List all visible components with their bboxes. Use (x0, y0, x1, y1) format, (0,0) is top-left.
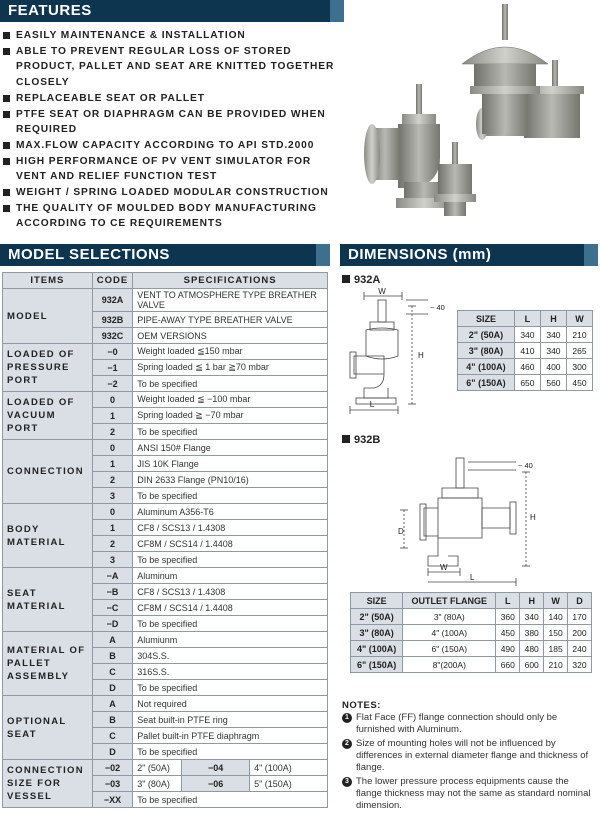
notes-title: NOTES: (342, 700, 381, 711)
table-row (3, 760, 328, 776)
spec-cell: 5" (150A) (250, 776, 328, 792)
column-header: H (540, 311, 566, 327)
spec-cell: To be specified (133, 680, 328, 696)
feature-item: ABLE TO PREVENT REGULAR LOSS OF STORED PRODUCT, PALLET AND SEAT ARE KNITTED TOGETHER CLOSELY (2, 44, 342, 91)
code-cell: −03 (92, 776, 132, 792)
code-cell: −A (92, 568, 132, 584)
code-cell: −02 (92, 760, 132, 776)
value-cell: 3" (80A) (403, 609, 496, 625)
code-cell: 2 (92, 536, 132, 552)
size-cell: 2" (50A) (458, 327, 515, 343)
model-selections-title: MODEL SELECTIONS (8, 246, 170, 263)
value-cell: 340 (540, 327, 566, 343)
code-cell: A (92, 632, 132, 648)
table-row (3, 392, 328, 408)
value-cell: 6" (150A) (403, 641, 496, 657)
spec-body (3, 289, 328, 808)
column-header: W (566, 311, 592, 327)
code-cell: 1 (92, 520, 132, 536)
value-cell: 660 (496, 657, 520, 673)
value-cell: 340 (540, 343, 566, 359)
dimension-table-932b (350, 592, 592, 673)
column-header: SIZE (351, 593, 403, 609)
spec-cell: To be specified (133, 792, 328, 808)
dim-top-label: ~ 40 (518, 461, 533, 470)
spec-cell: To be specified (133, 376, 328, 392)
spec-cell: Weight loaded ≦ −100 mbar (133, 392, 328, 408)
spec-cell: To be specified (133, 424, 328, 440)
dimensions-title: DIMENSIONS (mm) (348, 246, 492, 263)
column-header: L (496, 593, 520, 609)
size-cell: 6" (150A) (458, 375, 515, 391)
value-cell: 170 (568, 609, 592, 625)
value-cell: 360 (496, 609, 520, 625)
product-photo (352, 2, 597, 232)
table-body (351, 609, 592, 673)
feature-item: REPLACEABLE SEAT OR PALLET (2, 91, 342, 107)
code-cell: A (92, 696, 132, 712)
size-cell: 4" (100A) (351, 641, 403, 657)
diagram-932a (342, 286, 454, 414)
spec-cell: 304S.S. (133, 648, 328, 664)
code-cell: C (92, 664, 132, 680)
spec-cell: Aluminum A356-T6 (133, 504, 328, 520)
table-header-row (3, 273, 328, 289)
table-row (3, 440, 328, 456)
table-row (351, 657, 592, 673)
group-label: MODEL (3, 289, 93, 344)
specs-header: SPECIFICATIONS (133, 273, 328, 289)
value-cell: 185 (544, 641, 568, 657)
code-cell: 932C (92, 328, 132, 344)
code-cell: −B (92, 584, 132, 600)
table-row (3, 632, 328, 648)
dim-top-label: ~ 40 (430, 303, 445, 312)
value-cell: 650 (514, 375, 540, 391)
spec-cell: Spring loaded ≧ −70 mbar (133, 408, 328, 424)
spec-cell: JIS 10K Flange (133, 456, 328, 472)
group-label: MATERIAL OF PALLET ASSEMBLY (3, 632, 93, 696)
size-cell: 2" (50A) (351, 609, 403, 625)
group-label: LOADED OF PRESSURE PORT (3, 344, 93, 392)
number-2-icon: 2 (342, 739, 352, 749)
spec-cell: To be specified (133, 552, 328, 568)
feature-item: HIGH PERFORMANCE OF PV VENT SIMULATOR FOR VENT AND RELIEF FUNCTION TEST (2, 154, 342, 185)
code-cell: −06 (182, 776, 250, 792)
code-cell: 1 (92, 408, 132, 424)
feature-item: PTFE SEAT OR DIAPHRAGM CAN BE PROVIDED WHEN REQUIRED (2, 107, 342, 138)
code-header: CODE (92, 273, 132, 289)
value-cell: 320 (568, 657, 592, 673)
value-cell: 560 (540, 375, 566, 391)
dim-l-label: L (369, 400, 375, 409)
feature-item: WEIGHT / SPRING LOADED MODULAR CONSTRUCTION (2, 185, 342, 201)
dim-d-label: D (398, 527, 404, 536)
table-row (3, 504, 328, 520)
note-text: Flat Face (FF) flange connection should only be furnished with Aluminum. (356, 712, 558, 735)
column-header: W (544, 593, 568, 609)
table-row (3, 568, 328, 584)
column-header: D (568, 593, 592, 609)
size-cell: 3" (80A) (458, 343, 515, 359)
code-cell: −2 (92, 376, 132, 392)
code-cell: −04 (182, 760, 250, 776)
spec-cell: Pallet built-in PTFE diaphragm (133, 728, 328, 744)
value-cell: 600 (520, 657, 544, 673)
code-cell: −XX (92, 792, 132, 808)
header-accent (330, 0, 344, 22)
model-selections-header (0, 244, 330, 266)
spec-cell: Alumiunm (133, 632, 328, 648)
spec-cell: To be specified (133, 616, 328, 632)
value-cell: 200 (568, 625, 592, 641)
code-cell: B (92, 712, 132, 728)
spec-cell: Aluminum (133, 568, 328, 584)
group-label: OPTIONAL SEAT (3, 696, 93, 760)
header-accent (316, 244, 330, 266)
spec-cell: ANSI 150# Flange (133, 440, 328, 456)
code-cell: D (92, 744, 132, 760)
table-row (3, 696, 328, 712)
code-cell: D (92, 680, 132, 696)
group-label: CONNECTION SIZE FOR VESSEL (3, 760, 93, 808)
value-cell: 340 (514, 327, 540, 343)
spec-cell: 2" (50A) (133, 760, 182, 776)
bullet-square-icon (342, 435, 350, 443)
size-cell: 4" (100A) (458, 359, 515, 375)
diagram-932a-title (342, 274, 380, 286)
table-header-row (351, 593, 592, 609)
feature-item: THE QUALITY OF MOULDED BODY MANUFACTURING ACCORDING TO CE REQUIREMENTS (2, 201, 342, 232)
code-cell: 932A (92, 289, 132, 312)
code-cell: 0 (92, 440, 132, 456)
spec-cell: Not required (133, 696, 328, 712)
diagram-932b-title (342, 434, 380, 446)
value-cell: 240 (568, 641, 592, 657)
value-cell: 450 (496, 625, 520, 641)
table-row (3, 289, 328, 312)
table-row (458, 375, 593, 391)
spec-cell: 4" (100A) (250, 760, 328, 776)
value-cell: 8"(200A) (403, 657, 496, 673)
diagram-932b (398, 450, 558, 586)
code-cell: −C (92, 600, 132, 616)
value-cell: 210 (544, 657, 568, 673)
diagram-932a-label: 932A (354, 274, 381, 286)
dim-h-label: H (418, 351, 424, 360)
spec-cell: Weight loaded ≦150 mbar (133, 344, 328, 360)
code-cell: 3 (92, 488, 132, 504)
code-cell: 932B (92, 312, 132, 328)
value-cell: 265 (566, 343, 592, 359)
table-row (351, 625, 592, 641)
dimensions-header (340, 244, 598, 266)
value-cell: 410 (514, 343, 540, 359)
code-cell: 0 (92, 504, 132, 520)
value-cell: 400 (540, 359, 566, 375)
column-header: L (514, 311, 540, 327)
code-cell: −D (92, 616, 132, 632)
table-row (351, 609, 592, 625)
notes-list (342, 712, 597, 814)
note-item (342, 776, 597, 812)
dim-w-label: W (378, 287, 386, 296)
value-cell: 450 (566, 375, 592, 391)
code-cell: 2 (92, 424, 132, 440)
size-cell: 3" (80A) (351, 625, 403, 641)
spec-cell: Seat built-in PTFE ring (133, 712, 328, 728)
value-cell: 300 (566, 359, 592, 375)
code-cell: C (92, 728, 132, 744)
feature-list (2, 28, 342, 232)
table-body (458, 327, 593, 391)
code-cell: 1 (92, 456, 132, 472)
code-cell: −0 (92, 344, 132, 360)
number-1-icon: 1 (342, 713, 352, 723)
column-header: OUTLET FLANGE (403, 593, 496, 609)
note-item (342, 712, 597, 736)
group-label: SEAT MATERIAL (3, 568, 93, 632)
spec-cell: 316S.S. (133, 664, 328, 680)
size-cell: 6" (150A) (351, 657, 403, 673)
model-selection-table (2, 272, 328, 808)
value-cell: 490 (496, 641, 520, 657)
note-text: The lower pressure process equipments cause the flange thickness may not the same as standard nominal dimension. (356, 776, 591, 811)
dimension-table-932a (457, 310, 593, 391)
spec-cell: CF8M / SCS14 / 1.4408 (133, 600, 328, 616)
code-cell: 2 (92, 472, 132, 488)
code-cell: B (92, 648, 132, 664)
group-label: BODY MATERIAL (3, 504, 93, 568)
table-row (3, 344, 328, 360)
features-title: FEATURES (8, 2, 92, 19)
feature-item: MAX.FLOW CAPACITY ACCORDING TO API STD.2000 (2, 138, 342, 154)
code-cell: 0 (92, 392, 132, 408)
code-cell: −1 (92, 360, 132, 376)
value-cell: 460 (514, 359, 540, 375)
spec-cell: To be specified (133, 744, 328, 760)
code-cell: 3 (92, 552, 132, 568)
note-item (342, 738, 597, 774)
features-header (0, 0, 344, 22)
spec-cell: DIN 2633 Flange (PN10/16) (133, 472, 328, 488)
column-header: SIZE (458, 311, 515, 327)
spec-cell: Spring loaded ≦ 1 bar ≧70 mbar (133, 360, 328, 376)
spec-cell: OEM VERSIONS (133, 328, 328, 344)
spec-cell: PIPE-AWAY TYPE BREATHER VALVE (133, 312, 328, 328)
dim-w-label: W (440, 563, 448, 572)
value-cell: 340 (520, 609, 544, 625)
table-row (458, 359, 593, 375)
table-row (351, 641, 592, 657)
feature-item: EASILY MAINTENANCE & INSTALLATION (2, 28, 342, 44)
number-3-icon: 3 (342, 777, 352, 787)
items-header: ITEMS (3, 273, 93, 289)
value-cell: 140 (544, 609, 568, 625)
diagram-932b-label: 932B (354, 434, 381, 446)
dim-h-label: H (530, 513, 536, 522)
group-label: CONNECTION (3, 440, 93, 504)
table-row (458, 343, 593, 359)
spec-cell: CF8M / SCS14 / 1.4408 (133, 536, 328, 552)
header-accent (584, 244, 598, 266)
bullet-square-icon (342, 275, 350, 283)
spec-cell: To be specified (133, 488, 328, 504)
value-cell: 150 (544, 625, 568, 641)
spec-cell: CF8 / SCS13 / 1.4308 (133, 584, 328, 600)
value-cell: 480 (520, 641, 544, 657)
column-header: H (520, 593, 544, 609)
table-row (458, 327, 593, 343)
value-cell: 4" (100A) (403, 625, 496, 641)
spec-cell: 3" (80A) (133, 776, 182, 792)
spec-cell: VENT TO ATMOSPHERE TYPE BREATHER VALVE (133, 289, 328, 312)
note-text: Size of mounting holes will not be influenced by differences in external diameter flange and thickness of flange. (356, 738, 589, 773)
table-header-row (458, 311, 593, 327)
group-label: LOADED OF VACUUM PORT (3, 392, 93, 440)
value-cell: 210 (566, 327, 592, 343)
spec-cell: CF8 / SCS13 / 1.4308 (133, 520, 328, 536)
dim-l-label: L (470, 573, 475, 582)
value-cell: 380 (520, 625, 544, 641)
